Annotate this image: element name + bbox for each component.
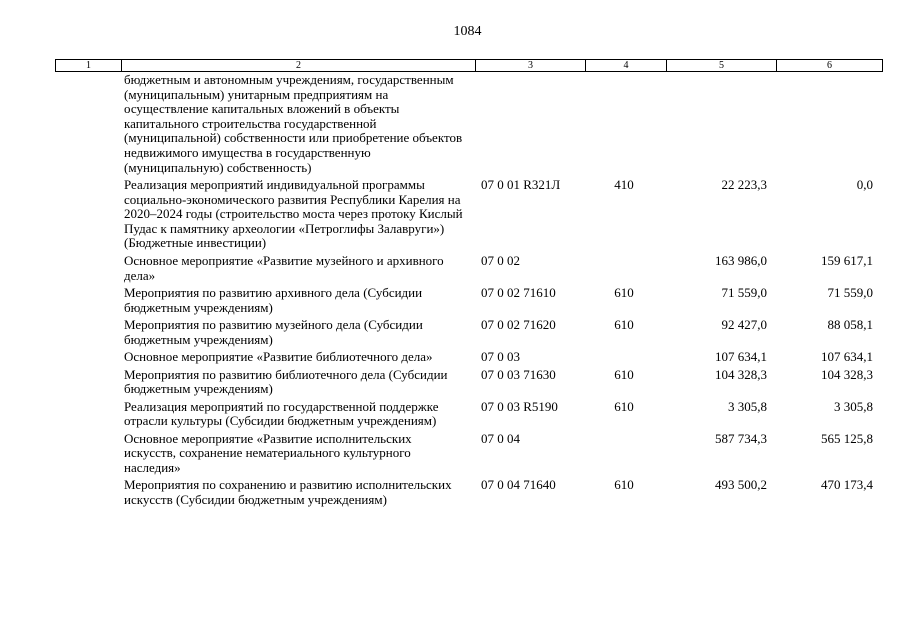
row-code: 07 0 03 71630	[481, 366, 556, 382]
table-row	[55, 400, 880, 432]
row-type: 610	[614, 284, 634, 300]
page-number: 1084	[453, 24, 482, 39]
table-row	[55, 286, 880, 318]
row-code: 07 0 02 71610	[481, 284, 556, 300]
row-name: бюджетным и автономным учреждениям, государственным (муниципальным) унитарным предприятиям на осуществление капитальных вложений в объекты капитального строительства государственной (муниципальной) собственности или приобретение объектов недвижимого имущества в государственную (муниципальную) собственность)	[124, 72, 463, 175]
row-value-1: 107 634,1	[715, 349, 767, 365]
row-value-2: 88 058,1	[827, 317, 873, 333]
row-name: Основное мероприятие «Развитие музейного и архивного дела»	[124, 252, 444, 283]
row-type	[584, 73, 664, 178]
table-row	[55, 432, 880, 479]
column-number-5: 5	[667, 60, 777, 72]
table-row	[55, 350, 880, 367]
row-code: 07 0 03	[481, 349, 520, 365]
row-name: Основное мероприятие «Развитие библиотечного дела»	[124, 349, 433, 365]
row-code: 07 0 04	[481, 430, 520, 446]
column-number-3: 3	[476, 60, 586, 72]
row-value-2: 470 173,4	[821, 477, 873, 493]
row-type	[584, 254, 664, 286]
table-row	[55, 318, 880, 350]
row-value-1: 22 223,3	[721, 177, 767, 193]
row-name: Мероприятия по развитию архивного дела (Субсидии бюджетным учреждениям)	[124, 284, 423, 315]
row-type	[584, 432, 664, 479]
row-value-2: 0,0	[856, 177, 873, 193]
row-value-2: 3 305,8	[834, 398, 873, 414]
row-value-2: 71 559,0	[827, 284, 873, 300]
row-code: 07 0 02 71620	[481, 317, 556, 333]
row-type: 610	[614, 477, 634, 493]
row-type	[584, 350, 664, 367]
row-type: 610	[614, 366, 634, 382]
table-row	[55, 478, 880, 510]
row-type: 410	[614, 177, 634, 193]
table-row	[55, 254, 880, 286]
row-name: Мероприятия по развитию библиотечного дела (Субсидии бюджетным учреждениям)	[124, 366, 448, 397]
row-value-1: 104 328,3	[715, 366, 767, 382]
budget-table	[55, 73, 880, 511]
row-name: Мероприятия по сохранению и развитию исполнительских искусств (Субсидии бюджетным учреждениям)	[124, 477, 452, 508]
row-name: Реализация мероприятий индивидуальной программы социально-экономического развития Республики Карелия на 2020–2024 годы (строительство моста через протоку Кислый Пудас к памятнику археологии «Петроглифы Залавруги») (Бюджетные инвестиции)	[124, 177, 463, 251]
row-value-2: 565 125,8	[821, 430, 873, 446]
row-code: 07 0 04 71640	[481, 477, 556, 493]
row-code: 07 0 01 R321Л	[481, 177, 561, 193]
row-value-1: 493 500,2	[715, 477, 767, 493]
row-value-2: 159 617,1	[821, 252, 873, 268]
row-type: 610	[614, 398, 634, 414]
row-value-1: 92 427,0	[721, 317, 767, 333]
row-value-2	[774, 73, 880, 178]
row-value-1: 163 986,0	[715, 252, 767, 268]
row-name: Основное мероприятие «Развитие исполнительских искусств, сохранение нематериального культурного наследия»	[124, 430, 412, 475]
row-value-1: 3 305,8	[728, 398, 767, 414]
row-name: Мероприятия по развитию музейного дела (Субсидии бюджетным учреждениям)	[124, 317, 423, 347]
row-name: Реализация мероприятий по государственной поддержке отрасли культуры (Субсидии бюджетным учреждениям)	[124, 398, 439, 429]
row-value-1: 71 559,0	[721, 284, 767, 300]
table-row	[55, 73, 880, 178]
row-code: 07 0 03 R5190	[481, 398, 558, 414]
row-value-1	[664, 73, 774, 178]
column-number-1: 1	[56, 60, 122, 72]
column-number-6: 6	[777, 60, 883, 72]
row-code	[474, 73, 584, 178]
row-value-2: 107 634,1	[821, 349, 873, 365]
row-type: 610	[614, 317, 634, 333]
table-row	[55, 178, 880, 254]
row-code: 07 0 02	[481, 252, 520, 268]
row-value-2: 104 328,3	[821, 366, 873, 382]
column-number-header	[55, 59, 883, 72]
table-row	[55, 368, 880, 400]
column-number-2: 2	[122, 60, 476, 72]
row-value-1: 587 734,3	[715, 430, 767, 446]
column-number-4: 4	[586, 60, 667, 72]
